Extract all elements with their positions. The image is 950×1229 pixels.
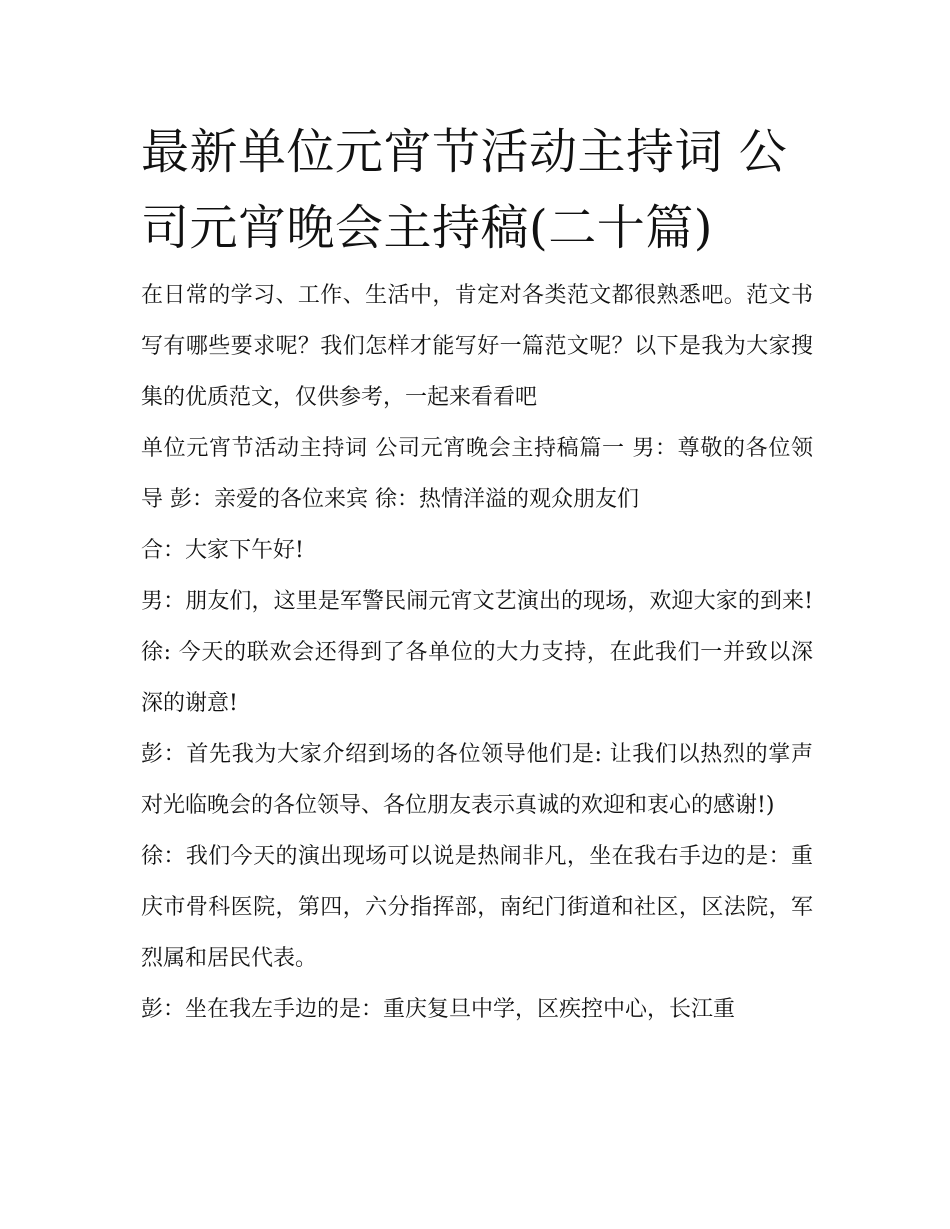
document-page: [141, 114, 813, 1035]
paragraph-opening: 单位元宵节活动主持词 公司元宵晚会主持稿篇一 男：尊敬的各位领导 彭：亲爱的各位来宾 徐：热情洋溢的观众朋友们: [141, 436, 813, 512]
paragraph-left-side-guests: 彭：坐在我左手边的是：重庆复旦中学，区疾控中心，长江重: [141, 997, 736, 1022]
document-title: 最新单位元宵节活动主持词 公司元宵晚会主持稿(二十篇): [141, 124, 788, 256]
paragraph-introduce-leaders: 彭：首先我为大家介绍到场的各位领导他们是: 让我们以热烈的掌声对光临晚会的各位领导、各位朋友表示真诚的欢迎和衷心的感谢!): [141, 742, 813, 818]
paragraph-welcome: 男：朋友们，这里是军警民闹元宵文艺演出的现场，欢迎大家的到来! 徐: 今天的联欢会还得到了各单位的大力支持，在此我们一并致以深深的谢意!: [141, 589, 813, 716]
paragraph-greeting: 合：大家下午好!: [141, 538, 304, 563]
document-body: [141, 270, 813, 1035]
paragraph-intro: 在日常的学习、工作、生活中，肯定对各类范文都很熟悉吧。范文书写有哪些要求呢？我们怎样才能写好一篇范文呢？以下是我为大家搜集的优质范文，仅供参考，一起来看看吧: [141, 283, 813, 410]
paragraph-right-side-guests: 徐：我们今天的演出现场可以说是热闹非凡，坐在我右手边的是：重庆市骨科医院，第四，六分指挥部，南纪门街道和社区，区法院，军烈属和居民代表。: [141, 844, 813, 971]
